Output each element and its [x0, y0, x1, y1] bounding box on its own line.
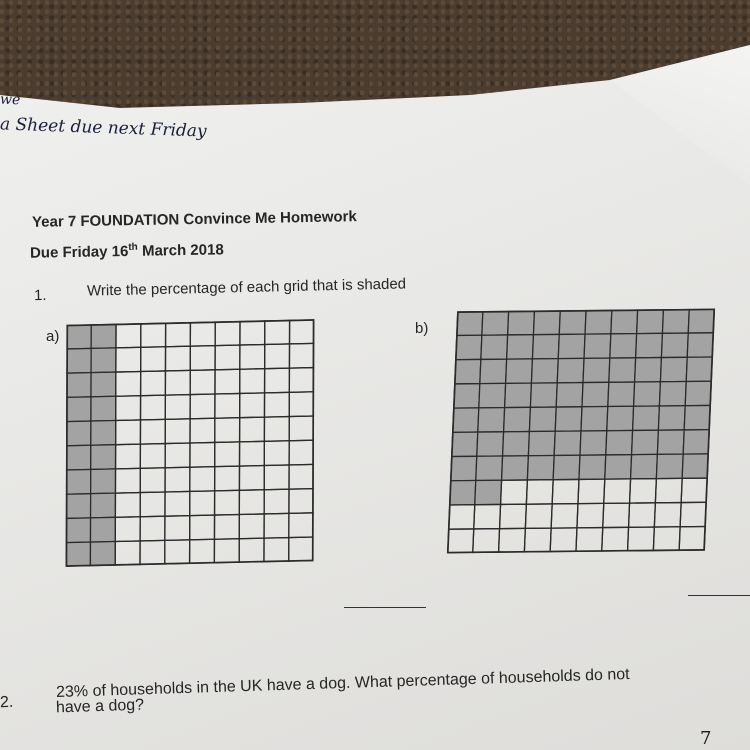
grid-a-cell-3-9	[289, 392, 314, 417]
grid-a-cell-6-5	[190, 467, 215, 492]
grid-a-cell-5-3	[140, 444, 165, 469]
grid-b-cell-5-2-shaded	[503, 432, 530, 456]
question-1-text: Write the percentage of each grid that is shaded	[86, 275, 407, 300]
due-date: Due Friday 16th March 2018	[29, 241, 224, 262]
grid-b-cell-3-9-shaded	[685, 381, 712, 405]
grid-a-cell-9-6	[214, 539, 239, 564]
grid-b-cell-3-2-shaded	[505, 383, 532, 407]
grid-a-cell-4-4	[165, 419, 190, 444]
grid-b-label: b)	[415, 320, 429, 337]
grid-b-cell-6-9-shaded	[682, 454, 709, 478]
grid-b-cell-8-5	[577, 503, 604, 527]
grid-a-cell-8-9	[289, 513, 314, 538]
grid-b-cell-9-3	[524, 528, 551, 552]
grid-a-cell-3-0-shaded	[66, 397, 91, 422]
grid-a-cell-8-8	[264, 513, 289, 538]
grid-a-cell-7-9	[289, 489, 314, 514]
grid-a-cell-8-2	[115, 517, 140, 542]
grid-a-label: a)	[46, 328, 60, 345]
grid-b-cell-7-6	[604, 479, 631, 503]
grid-b-cell-1-1-shaded	[481, 335, 508, 359]
handwritten-fragment: we	[0, 91, 21, 109]
grid-b-cell-8-7	[629, 503, 656, 527]
grid-b-cell-4-6-shaded	[607, 406, 634, 430]
grid-b-cell-0-0-shaded	[456, 311, 483, 335]
grid-b-cell-9-2	[499, 528, 526, 552]
grid-a-cell-3-4	[165, 395, 190, 420]
answer-line-b[interactable]	[688, 595, 750, 596]
grid-b-cell-0-7-shaded	[637, 309, 664, 333]
grid-b-cell-8-0	[448, 505, 475, 529]
grid-b-cell-2-0-shaded	[454, 359, 481, 383]
grid-a-cell-7-5	[190, 491, 215, 516]
grid-a-cell-2-2	[116, 372, 141, 397]
grid-a-cell-0-4	[166, 322, 191, 347]
grid-a-cell-0-0-shaded	[66, 324, 91, 349]
grid-b-cell-0-9-shaded	[688, 309, 715, 333]
question-2-text-line-2: have a dog?	[55, 696, 145, 717]
grid-b-cell-1-8-shaded	[661, 333, 688, 357]
grid-b-cell-9-1	[473, 529, 500, 553]
grid-b-cell-7-4	[552, 479, 579, 503]
grid-b-cell-2-6-shaded	[609, 358, 636, 382]
grid-a-cell-2-7	[240, 369, 265, 394]
grid-a-cell-1-6	[215, 345, 240, 370]
grid-a-cell-3-5	[190, 394, 215, 419]
grid-a-cell-4-6	[215, 418, 240, 443]
grid-a-cell-0-1-shaded	[91, 324, 116, 349]
grid-b-cell-2-3-shaded	[531, 359, 558, 383]
grid-b-cell-5-5-shaded	[580, 431, 607, 455]
grid-b-cell-6-7-shaded	[631, 454, 658, 478]
grid-a-cell-2-0-shaded	[66, 373, 91, 398]
grid-b-cell-3-0-shaded	[453, 384, 480, 408]
grid-a-cell-3-1-shaded	[91, 396, 116, 421]
grid-b-cell-3-3-shaded	[530, 383, 557, 407]
grid-b-cell-6-0-shaded	[450, 456, 477, 480]
grid-b-cell-7-9	[681, 478, 708, 502]
grid-a-cell-2-5	[190, 370, 215, 395]
grid-b-cell-5-6-shaded	[606, 430, 633, 454]
grid-a-cell-5-4	[165, 443, 190, 468]
grid-a-cell-5-7	[240, 441, 265, 466]
grid-a-cell-7-8	[264, 489, 289, 514]
grid-b-cell-1-7-shaded	[636, 333, 663, 357]
grid-b-cell-8-3	[525, 504, 552, 528]
grid-b-cell-0-3-shaded	[533, 310, 560, 334]
grid-b-cell-4-5-shaded	[581, 407, 608, 431]
grid-b-cell-2-1-shaded	[480, 359, 507, 383]
grid-a-cell-0-7	[240, 320, 265, 345]
grid-a-cell-1-4	[165, 346, 190, 371]
grid-a-cell-7-0-shaded	[66, 494, 91, 519]
grid-a-cell-8-3	[140, 516, 165, 541]
grid-a-cell-3-7	[240, 393, 265, 418]
grid-b-cell-9-4	[550, 528, 577, 552]
grid-a-cell-6-7	[239, 466, 264, 491]
grid-b-cell-7-5	[578, 479, 605, 503]
grid-b-cell-3-8-shaded	[659, 381, 686, 405]
grid-a-cell-4-9	[289, 416, 314, 441]
grid-a-cell-4-3	[140, 419, 165, 444]
grid-b-cell-9-0	[447, 529, 474, 553]
grid-a-cell-5-0-shaded	[66, 445, 91, 470]
grid-b-cell-1-0-shaded	[455, 335, 482, 359]
answer-line-a[interactable]	[344, 607, 426, 608]
grid-b-cell-1-6-shaded	[610, 334, 637, 358]
grid-b-cell-0-6-shaded	[611, 309, 638, 333]
grid-b-cell-3-1-shaded	[479, 383, 506, 407]
grid-a-cell-9-3	[140, 540, 165, 565]
grid-a-cell-9-0-shaded	[66, 542, 91, 567]
question-1-number: 1.	[33, 286, 47, 305]
grid-a-cell-3-3	[140, 395, 165, 420]
grid-a-cell-2-3	[141, 371, 166, 396]
grid-a-cell-5-9	[289, 440, 314, 465]
grid-a-cell-8-0-shaded	[66, 518, 91, 543]
grid-a-cell-7-7	[239, 490, 264, 515]
grid-b-cell-5-3-shaded	[528, 431, 555, 455]
grid-b-cell-7-1-shaded	[475, 480, 502, 504]
grid-b-cell-3-7-shaded	[634, 382, 661, 406]
grid-a-cell-8-5	[190, 515, 215, 540]
grid-a-cell-6-0-shaded	[66, 469, 91, 494]
grid-a-cell-2-8	[265, 368, 290, 393]
grid-a-cell-4-0-shaded	[66, 421, 91, 446]
grid-a-cell-5-8	[264, 441, 289, 466]
grid-b-cell-4-4-shaded	[555, 407, 582, 431]
grid-b-cell-4-1-shaded	[478, 408, 505, 432]
grid-a-cell-9-2	[115, 541, 140, 566]
grid-b-cell-1-9-shaded	[687, 333, 714, 357]
grid-a-cell-2-6	[215, 369, 240, 394]
grid-a-cell-8-7	[239, 514, 264, 539]
grid-b-cell-7-2	[501, 480, 528, 504]
grid-b-cell-5-8-shaded	[657, 430, 684, 454]
grid-a	[66, 319, 315, 567]
grid-a-cell-5-5	[190, 442, 215, 467]
grid-b-cell-8-9	[680, 502, 707, 526]
grid-a-cell-6-1-shaded	[91, 469, 116, 494]
grid-b-cell-9-5	[576, 528, 603, 552]
grid-b-cell-0-8-shaded	[662, 309, 689, 333]
grid-a-cell-5-1-shaded	[91, 445, 116, 470]
grid-a-cell-8-4	[165, 516, 190, 541]
grid-b-cell-9-9	[679, 526, 706, 550]
grid-b-cell-6-3-shaded	[527, 455, 554, 479]
grid-b-cell-4-0-shaded	[452, 408, 479, 432]
grid-a-cell-4-5	[190, 418, 215, 443]
grid-b-cell-2-4-shaded	[557, 358, 584, 382]
grid-a-cell-6-9	[289, 464, 314, 489]
grid-a-cell-9-1-shaded	[90, 542, 115, 567]
grid-a-cell-0-9	[290, 319, 315, 344]
grid-a-cell-0-8	[265, 320, 290, 345]
grid-b-cell-4-8-shaded	[658, 406, 685, 430]
grid-b-cell-0-5-shaded	[585, 310, 612, 334]
grid-b-cell-6-6-shaded	[605, 455, 632, 479]
grid-a-cell-4-7	[240, 417, 265, 442]
grid-b-cell-9-8	[653, 527, 680, 551]
grid-a-cell-9-5	[190, 539, 215, 564]
grid-a-cell-0-3	[141, 323, 166, 348]
grid-a-cell-2-1-shaded	[91, 372, 116, 397]
grid-a-cell-1-9	[289, 343, 314, 368]
grid-b-cell-5-0-shaded	[451, 432, 478, 456]
grid-a-cell-0-5	[190, 321, 215, 346]
grid-a-cell-6-3	[140, 468, 165, 493]
grid-b-cell-4-7-shaded	[633, 406, 660, 430]
grid-b-cell-7-0-shaded	[449, 481, 476, 505]
grid-a-cell-6-2	[115, 468, 140, 493]
grid-a-cell-9-9	[289, 537, 314, 562]
grid-b-cell-8-2	[500, 504, 527, 528]
worksheet-title: Year 7 FOUNDATION Convince Me Homework	[31, 208, 357, 231]
grid-a-cell-0-2	[116, 323, 141, 348]
grid-a-cell-4-2	[116, 420, 141, 445]
grid-b-cell-4-9-shaded	[684, 405, 711, 429]
grid-b-cell-8-8	[654, 503, 681, 527]
grid-b-cell-2-2-shaded	[506, 359, 533, 383]
grid-a-cell-9-7	[239, 538, 264, 563]
grid-b-cell-5-1-shaded	[477, 432, 504, 456]
grid-b-cell-3-5-shaded	[582, 382, 609, 406]
grid-a-cell-8-6	[214, 514, 239, 539]
handwritten-note: a Sheet due next Friday	[0, 114, 207, 142]
grid-b-cell-5-7-shaded	[632, 430, 659, 454]
grid-b-svg	[447, 309, 715, 554]
grid-b-cell-6-1-shaded	[476, 456, 503, 480]
grid-b-cell-8-4	[551, 504, 578, 528]
margin-scribble: 7	[700, 728, 712, 749]
grid-b-cell-2-9-shaded	[686, 357, 713, 381]
grid-b-cell-1-3-shaded	[532, 334, 559, 358]
grid-a-cell-3-8	[264, 392, 289, 417]
grid-b-cell-2-7-shaded	[635, 358, 662, 382]
grid-a-cell-1-5	[190, 346, 215, 371]
question-2-number: 2.	[0, 693, 14, 712]
grid-a-cell-4-8	[264, 417, 289, 442]
grid-a-cell-1-1-shaded	[91, 348, 116, 373]
grid-b-cell-7-8	[655, 478, 682, 502]
grid-a-cell-2-4	[165, 370, 190, 395]
grid-a-cell-1-7	[240, 344, 265, 369]
grid-b-cell-7-3	[526, 480, 553, 504]
grid-b-cell-6-5-shaded	[579, 455, 606, 479]
grid-b-cell-7-7	[630, 479, 657, 503]
grid-a-cell-7-3	[140, 492, 165, 517]
grid-a-cell-6-4	[165, 467, 190, 492]
grid-b-cell-2-8-shaded	[660, 357, 687, 381]
grid-b-cell-3-4-shaded	[556, 383, 583, 407]
grid-b-cell-8-6	[603, 503, 630, 527]
grid-b-cell-1-4-shaded	[558, 334, 585, 358]
grid-b-cell-4-3-shaded	[529, 407, 556, 431]
grid-a-cell-9-8	[264, 538, 289, 563]
grid-b-cell-0-2-shaded	[508, 310, 535, 334]
grid-a-svg	[66, 319, 315, 567]
grid-a-cell-8-1-shaded	[90, 517, 115, 542]
grid-a-cell-9-4	[165, 540, 190, 565]
grid-a-cell-7-1-shaded	[91, 493, 116, 518]
grid-b-cell-1-2-shaded	[507, 335, 534, 359]
grid-b-cell-9-7	[628, 527, 655, 551]
grid-a-cell-1-3	[141, 347, 166, 372]
grid-a-cell-3-6	[215, 393, 240, 418]
grid-b-cell-9-6	[602, 527, 629, 551]
grid-b-cell-6-8-shaded	[656, 454, 683, 478]
grid-a-cell-7-6	[215, 490, 240, 515]
grid-a-cell-1-8	[265, 344, 290, 369]
grid-a-cell-1-0-shaded	[66, 348, 91, 373]
grid-a-cell-5-6	[215, 442, 240, 467]
grid-b-cell-0-1-shaded	[482, 311, 509, 335]
question-2-text-line-1: 23% of households in the UK have a dog. What percentage of households do not	[55, 665, 630, 702]
grid-b-cell-5-9-shaded	[683, 430, 710, 454]
grid-b-cell-4-2-shaded	[504, 407, 531, 431]
grid-b-cell-8-1	[474, 504, 501, 528]
grid-a-cell-6-6	[215, 466, 240, 491]
grid-b-cell-6-2-shaded	[502, 456, 529, 480]
grid-a-cell-2-9	[289, 368, 314, 393]
grid-a-cell-1-2	[116, 347, 141, 372]
grid-b	[447, 309, 715, 554]
grid-a-cell-7-4	[165, 491, 190, 516]
grid-a-cell-3-2	[116, 396, 141, 421]
grid-b-cell-3-6-shaded	[608, 382, 635, 406]
grid-a-cell-6-8	[264, 465, 289, 490]
grid-a-cell-5-2	[116, 444, 141, 469]
grid-b-cell-1-5-shaded	[584, 334, 611, 358]
grid-a-cell-7-2	[115, 493, 140, 518]
grid-b-cell-6-4-shaded	[553, 455, 580, 479]
grid-a-cell-0-6	[215, 321, 240, 346]
grid-a-cell-4-1-shaded	[91, 420, 116, 445]
grid-b-cell-5-4-shaded	[554, 431, 581, 455]
grid-b-cell-0-4-shaded	[559, 310, 586, 334]
grid-b-cell-2-5-shaded	[583, 358, 610, 382]
